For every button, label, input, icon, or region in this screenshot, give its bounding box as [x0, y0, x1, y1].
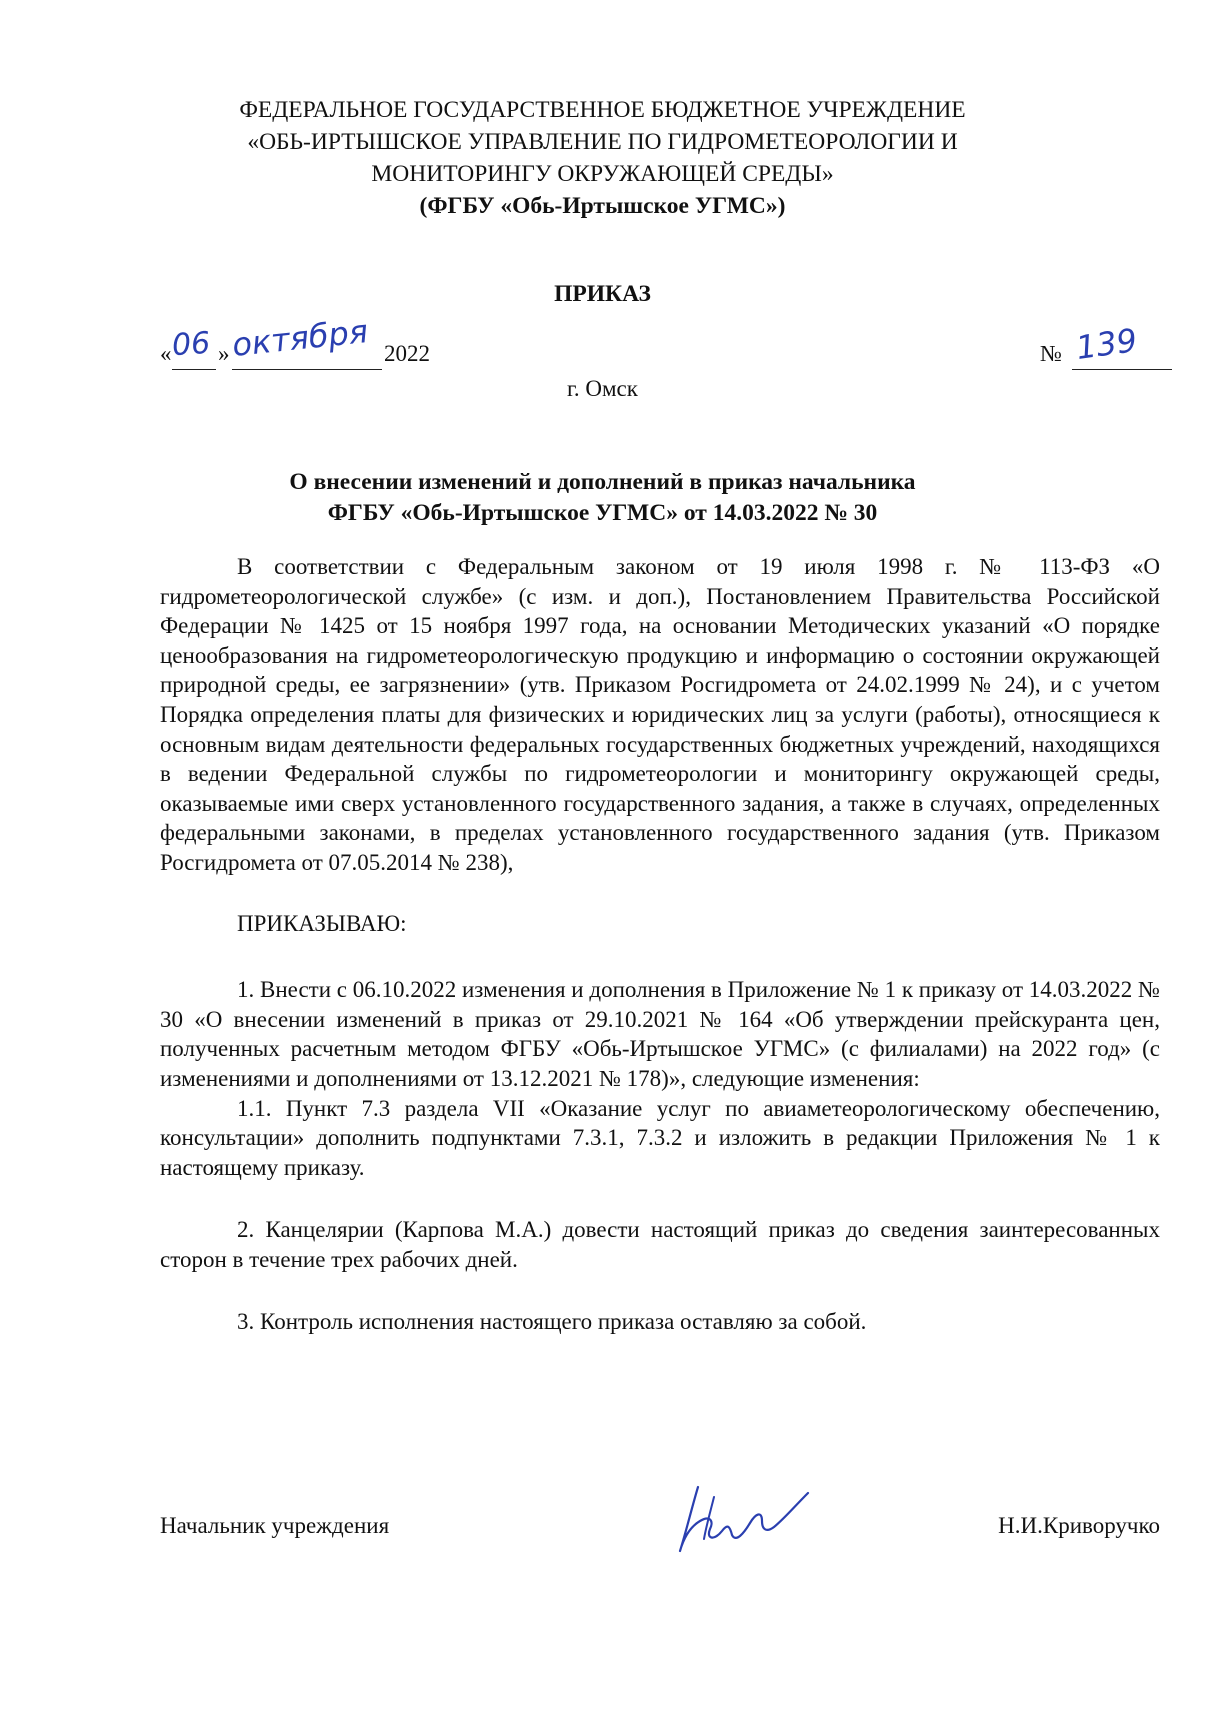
number-label: №	[1040, 341, 1062, 366]
date-open-quote: «	[160, 341, 172, 366]
date-year: 2022	[384, 341, 430, 366]
date-month-underline	[232, 369, 382, 370]
preamble-paragraph: В соответствии с Федеральным законом от 19 июля 1998 г. № 113-ФЗ «О гидрометеорологической службе» (с изм. и доп.), Постановлением Правительства Российской Федерации № 1425 от 15 ноября 1997 года, на основании Методических указаний «О порядке ценообразования на гидрометеорологическую продукцию и информацию о состоянии окружающей природной среды, ее загрязнении» (утв. Приказом Росгидромета от 24.02.1999 № 24), и с учетом Порядка определения платы для физических и юридических лиц за услуги (работы), относящиеся к основным видам деятельности федеральных государственных бюджетных учреждений, находящихся в ведении Федеральной службы по гидрометеорологии и мониторингу окружающей среды, оказываемые ими сверх установленного государственного задания, а также в случаях, определенных федеральными законами, в пределах установленного государственного задания (утв. Приказом Росгидромета от 07.05.2014 № 238),	[160, 554, 1160, 875]
item-2-paragraph: 2. Канцелярии (Карпова М.А.) довести настоящий приказ до сведения заинтересованных сторон в течение трех рабочих дней.	[160, 1217, 1160, 1272]
number-underline	[1072, 369, 1172, 370]
date-close-quote: »	[218, 341, 230, 366]
item-1-1-paragraph: 1.1. Пункт 7.3 раздела VII «Оказание услуг по авиаметеорологическому обеспечению, консультации» дополнить подпунктами 7.3.1, 7.3.2 и изложить в редакции Приложения № 1 к настоящему приказу.	[160, 1095, 1160, 1180]
document-body	[160, 552, 1160, 1337]
header-line-2: «ОБЬ-ИРТЫШСКОЕ УПРАВЛЕНИЕ ПО ГИДРОМЕТЕОРОЛОГИИ И	[247, 129, 958, 155]
subject-line-2: ФГБУ «Обь-Иртышское УГМС» от 14.03.2022 № 30	[327, 500, 878, 526]
header-abbreviation: (ФГБУ «Обь-Иртышское УГМС»)	[419, 193, 786, 219]
subject-line-1: О внесении изменений и дополнений в приказ начальника	[289, 469, 916, 495]
item-1-paragraph: 1. Внести с 06.10.2022 изменения и дополнения в Приложение № 1 к приказу от 14.03.2022 № 30 «О внесении изменений в приказ от 29.10.2021 № 164 «Об утверждении прейскуранта цен, полученных расчетным методом ФГБУ «Обь-Иртышское УГМС» (с филиалами) на 2022 год» (с изменениями и дополнениями от 13.12.2021 № 178)», следующие изменения:	[160, 977, 1160, 1091]
signature-block	[160, 1505, 1160, 1555]
document-subject	[0, 467, 1205, 529]
date-day-underline	[172, 369, 216, 370]
number-handwritten: 139	[1073, 320, 1140, 368]
document-city: г. Омск	[567, 376, 638, 401]
document-date	[160, 311, 560, 373]
date-month-handwritten: октября	[230, 311, 370, 365]
signatory-name: Н.И.Криворучко	[998, 1513, 1160, 1538]
document-title: ПРИКАЗ	[554, 281, 651, 307]
date-day-handwritten: 06	[170, 325, 212, 364]
handwritten-signature	[670, 1477, 820, 1557]
document-number	[1040, 320, 1180, 373]
header-line-1: ФЕДЕРАЛЬНОЕ ГОСУДАРСТВЕННОЕ БЮДЖЕТНОЕ УЧРЕЖДЕНИЕ	[239, 97, 966, 123]
header-line-3: МОНИТОРИНГУ ОКРУЖАЮЩЕЙ СРЕДЫ»	[371, 161, 834, 187]
organization-header	[0, 94, 1205, 222]
decree-word: ПРИКАЗЫВАЮ:	[237, 910, 407, 936]
item-3-paragraph: 3. Контроль исполнения настоящего приказа оставляю за собой.	[237, 1309, 867, 1335]
signatory-position: Начальник учреждения	[160, 1513, 390, 1538]
